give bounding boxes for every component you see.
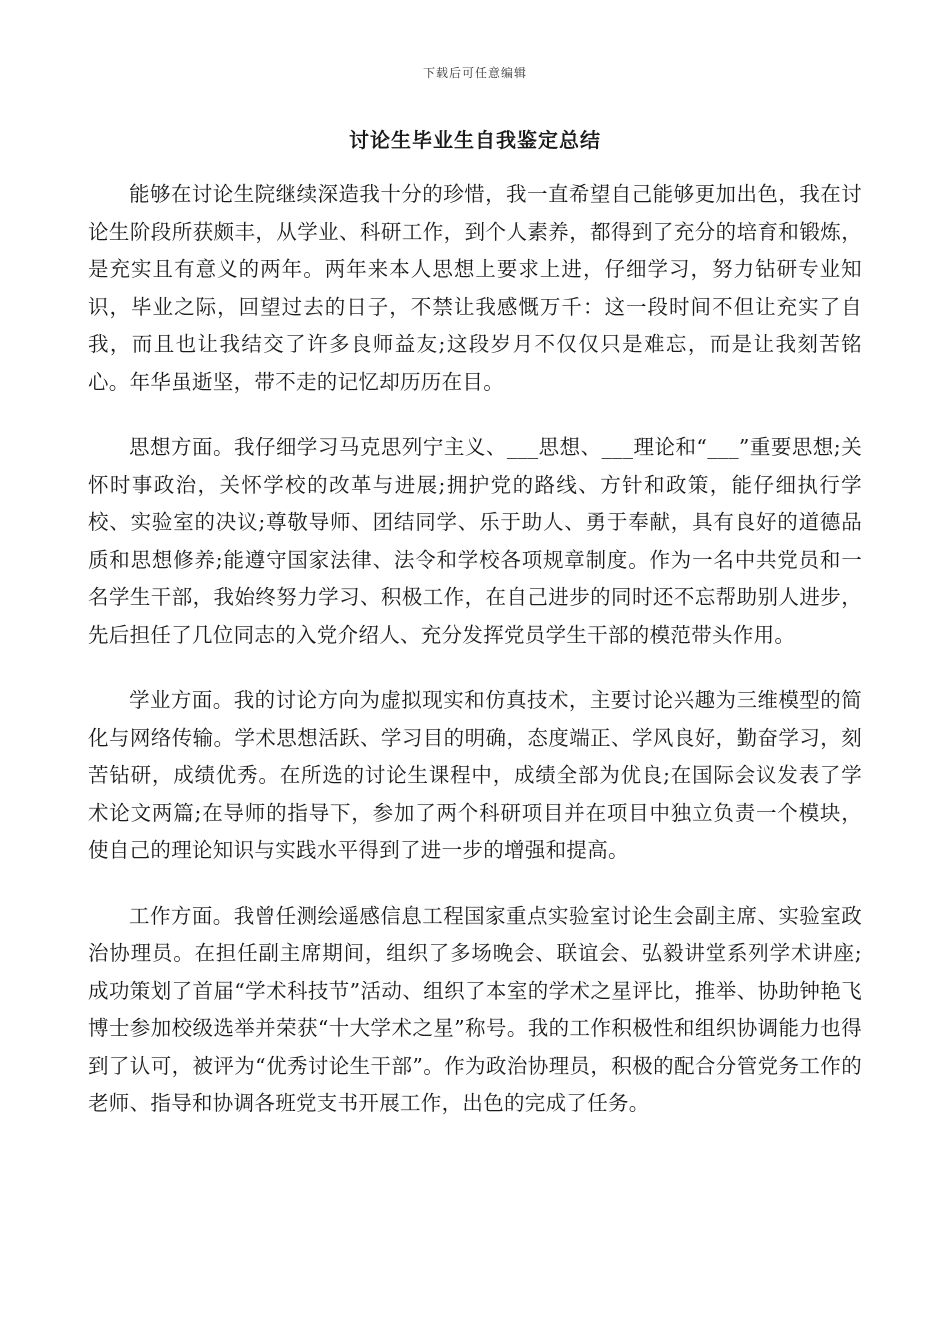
document-body	[88, 176, 862, 1151]
paragraph-academics: 学业方面。我的讨论方向为虚拟现实和仿真技术，主要讨论兴趣为三维模型的简化与网络传输。学术思想活跃、学习目的明确，态度端正、学风良好，勤奋学习，刻苦钻研，成绩优秀。在所选的讨论生课程中，成绩全部为优良;在国际会议发表了学术论文两篇;在导师的指导下，参加了两个科研项目并在项目中独立负责一个模块，使自己的理论知识与实践水平得到了进一步的增强和提高。	[88, 688, 862, 862]
paragraph-work: 工作方面。我曾任测绘遥感信息工程国家重点实验室讨论生会副主席、实验室政治协理员。在担任副主席期间，组织了多场晚会、联谊会、弘毅讲堂系列学术讲座;成功策划了首届“学术科技节”活动、组织了本室的学术之星评比，推举、协助钟艳飞博士参加校级选举并荣获“十大学术之星”称号。我的工作积极性和组织协调能力也得到了认可，被评为“优秀讨论生干部”。作为政治协理员，积极的配合分管党务工作的老师、指导和协调各班党支书开展工作，出色的完成了任务。	[88, 903, 862, 1115]
document-title: 讨论生毕业生自我鉴定总结	[349, 128, 601, 152]
paragraph-intro: 能够在讨论生院继续深造我十分的珍惜，我一直希望自己能够更加出色，我在讨论生阶段所获颇丰，从学业、科研工作，到个人素养，都得到了充分的培育和锻炼，是充实且有意义的两年。两年来本人思想上要求上进，仔细学习，努力钻研专业知识，毕业之际，回望过去的日子，不禁让我感慨万千：这一段时间不但让充实了自我，而且也让我结交了许多良师益友;这段岁月不仅仅只是难忘，而是让我刻苦铭心。年华虽逝坚，带不走的记忆却历历在目。	[88, 182, 862, 394]
paragraph-ideology: 思想方面。我仔细学习马克思列宁主义、___思想、___理论和“___”重要思想;关怀时事政治，关怀学校的改革与进展;拥护党的路线、方针和政策，能仔细执行学校、实验室的决议;尊敬导师、团结同学、乐于助人、勇于奉献，具有良好的道德品质和思想修养;能遵守国家法律、法令和学校各项规章制度。作为一名中共党员和一名学生干部，我始终努力学习、积极工作，在自己进步的同时还不忘帮助别人进步，先后担任了几位同志的入党介绍人、充分发挥党员学生干部的模范带头作用。	[88, 435, 862, 647]
header-note: 下载后可任意编辑	[422, 66, 527, 80]
